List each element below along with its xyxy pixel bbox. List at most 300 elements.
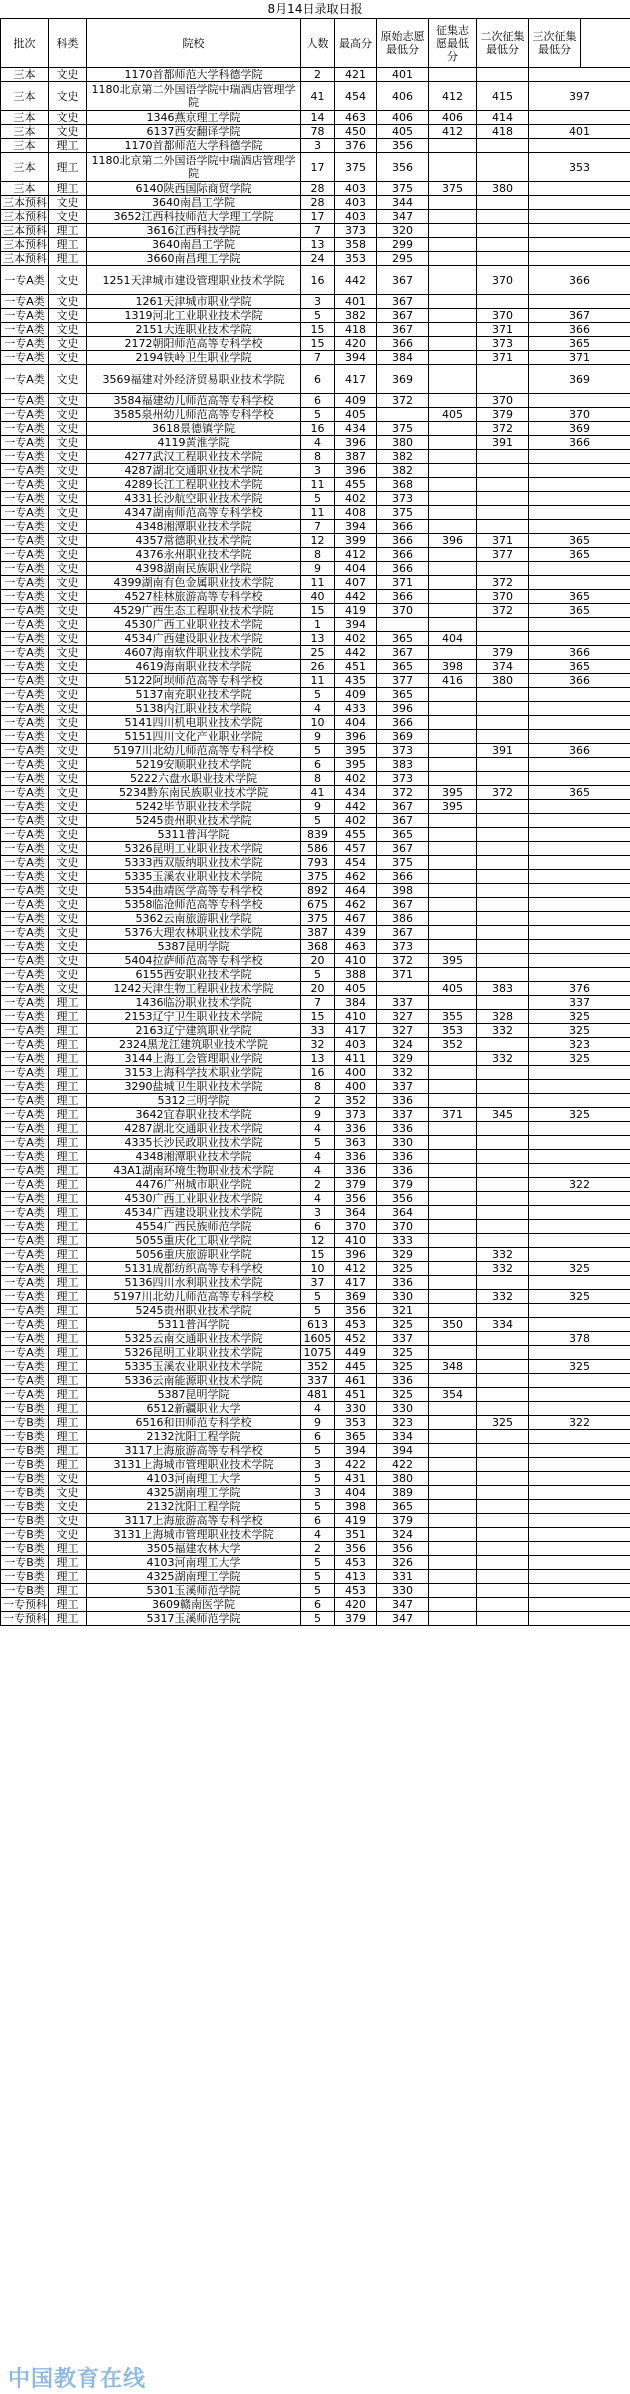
table-row <box>1 1402 630 1416</box>
cell-max-score: 402 <box>335 492 377 506</box>
cell-batch: 一专A类 <box>1 758 49 772</box>
cell-third-min: 325 <box>529 1262 630 1276</box>
cell-solicit-min: 371 <box>429 1108 477 1122</box>
cell-original-min: 373 <box>377 772 429 786</box>
cell-category: 文史 <box>49 323 87 337</box>
cell-second-min: 372 <box>477 604 529 618</box>
cell-batch: 一专A类 <box>1 730 49 744</box>
cell-category: 理工 <box>49 1052 87 1066</box>
cell-batch: 一专A类 <box>1 1010 49 1024</box>
table-row <box>1 1220 630 1234</box>
cell-max-score: 463 <box>335 940 377 954</box>
cell-batch: 一专A类 <box>1 1374 49 1388</box>
header-row <box>1 19 630 68</box>
cell-second-min <box>477 1234 529 1248</box>
cell-original-min: 367 <box>377 646 429 660</box>
cell-third-min <box>529 1346 630 1360</box>
cell-count: 5 <box>301 814 335 828</box>
table-row <box>1 576 630 590</box>
cell-solicit-min: 412 <box>429 82 477 111</box>
table-row <box>1 394 630 408</box>
cell-category: 文史 <box>49 632 87 646</box>
cell-third-min <box>529 1430 630 1444</box>
cell-solicit-min <box>429 758 477 772</box>
cell-third-min: 322 <box>529 1416 630 1430</box>
cell-solicit-min <box>429 252 477 266</box>
cell-original-min: 375 <box>377 856 429 870</box>
table-row <box>1 1472 630 1486</box>
cell-school: 1180北京第二外国语学院中瑞酒店管理学院 <box>87 153 301 182</box>
cell-solicit-min <box>429 210 477 224</box>
cell-count: 7 <box>301 520 335 534</box>
cell-school: 1170首都师范大学科德学院 <box>87 139 301 153</box>
cell-second-min <box>477 252 529 266</box>
cell-batch: 一专A类 <box>1 351 49 365</box>
cell-max-score: 388 <box>335 968 377 982</box>
cell-original-min: 299 <box>377 238 429 252</box>
cell-second-min <box>477 800 529 814</box>
table-row <box>1 1360 630 1374</box>
cell-solicit-min <box>429 1262 477 1276</box>
cell-original-min: 324 <box>377 1038 429 1052</box>
table-row <box>1 1150 630 1164</box>
table-row <box>1 1164 630 1178</box>
cell-original-min: 365 <box>377 632 429 646</box>
cell-school: 3642宜春职业技术学院 <box>87 1108 301 1122</box>
cell-school: 5354曲靖医学高等专科学校 <box>87 884 301 898</box>
cell-count: 5 <box>301 309 335 323</box>
cell-batch: 一专B类 <box>1 1472 49 1486</box>
cell-batch: 一专A类 <box>1 912 49 926</box>
table-row <box>1 1584 630 1598</box>
cell-max-score: 402 <box>335 772 377 786</box>
cell-category: 理工 <box>49 1430 87 1444</box>
cell-original-min: 382 <box>377 450 429 464</box>
cell-batch: 一专B类 <box>1 1402 49 1416</box>
cell-batch: 一专A类 <box>1 266 49 295</box>
cell-third-min: 366 <box>529 646 630 660</box>
cell-batch: 一专A类 <box>1 1290 49 1304</box>
cell-category: 文史 <box>49 870 87 884</box>
table-row <box>1 898 630 912</box>
cell-third-min <box>529 182 630 196</box>
cell-max-score: 402 <box>335 632 377 646</box>
cell-second-min <box>477 562 529 576</box>
cell-school: 43A1湖南环境生物职业技术学院 <box>87 1164 301 1178</box>
cell-count: 78 <box>301 125 335 139</box>
cell-category: 理工 <box>49 1066 87 1080</box>
cell-category: 文史 <box>49 758 87 772</box>
cell-third-min: 325 <box>529 1052 630 1066</box>
cell-category: 文史 <box>49 309 87 323</box>
cell-batch: 一专A类 <box>1 772 49 786</box>
cell-batch: 一专A类 <box>1 534 49 548</box>
cell-third-min <box>529 238 630 252</box>
cell-school: 1346燕京理工学院 <box>87 111 301 125</box>
cell-max-score: 394 <box>335 1444 377 1458</box>
cell-solicit-min <box>429 394 477 408</box>
cell-third-min <box>529 618 630 632</box>
cell-count: 37 <box>301 1276 335 1290</box>
cell-second-min: 391 <box>477 744 529 758</box>
cell-second-min: 328 <box>477 1010 529 1024</box>
cell-school: 5151四川文化产业职业学院 <box>87 730 301 744</box>
cell-solicit-min <box>429 478 477 492</box>
cell-school: 4530广西工业职业技术学院 <box>87 1192 301 1206</box>
cell-count: 3 <box>301 1486 335 1500</box>
table-row <box>1 1500 630 1514</box>
cell-count: 7 <box>301 351 335 365</box>
cell-solicit-min <box>429 1276 477 1290</box>
cell-second-min: 325 <box>477 1416 529 1430</box>
cell-category: 理工 <box>49 1458 87 1472</box>
cell-count: 586 <box>301 842 335 856</box>
cell-solicit-min: 375 <box>429 182 477 196</box>
table-row <box>1 365 630 394</box>
table-row <box>1 478 630 492</box>
cell-third-min <box>529 196 630 210</box>
cell-third-min <box>529 295 630 309</box>
cell-original-min: 375 <box>377 422 429 436</box>
table-row <box>1 506 630 520</box>
cell-school: 4399湖南有色金属职业技术学院 <box>87 576 301 590</box>
cell-solicit-min <box>429 68 477 82</box>
cell-school: 4325湖南理工学院 <box>87 1570 301 1584</box>
cell-count: 12 <box>301 1234 335 1248</box>
cell-batch: 一专A类 <box>1 1276 49 1290</box>
cell-count: 9 <box>301 730 335 744</box>
cell-school: 3131上海城市管理职业技术学院 <box>87 1528 301 1542</box>
cell-batch: 一专A类 <box>1 365 49 394</box>
cell-second-min <box>477 1150 529 1164</box>
cell-second-min <box>477 940 529 954</box>
cell-second-min <box>477 1612 529 1626</box>
cell-second-min <box>477 450 529 464</box>
cell-solicit-min <box>429 422 477 436</box>
header-batch: 批次 <box>1 19 49 68</box>
cell-max-score: 453 <box>335 1318 377 1332</box>
cell-school: 2324黑龙江建筑职业技术学院 <box>87 1038 301 1052</box>
cell-solicit-min <box>429 492 477 506</box>
cell-original-min: 356 <box>377 139 429 153</box>
table-row <box>1 125 630 139</box>
table-row <box>1 688 630 702</box>
table-row <box>1 940 630 954</box>
cell-third-min: 369 <box>529 422 630 436</box>
table-row <box>1 1248 630 1262</box>
cell-original-min: 366 <box>377 337 429 351</box>
cell-category: 理工 <box>49 1304 87 1318</box>
cell-max-score: 462 <box>335 870 377 884</box>
cell-second-min <box>477 1374 529 1388</box>
table-row <box>1 856 630 870</box>
cell-second-min <box>477 68 529 82</box>
table-row <box>1 1080 630 1094</box>
cell-category: 文史 <box>49 422 87 436</box>
cell-batch: 一专A类 <box>1 1066 49 1080</box>
cell-second-min: 371 <box>477 534 529 548</box>
cell-batch: 一专A类 <box>1 674 49 688</box>
cell-school: 4534广西建设职业技术学院 <box>87 632 301 646</box>
cell-second-min <box>477 1346 529 1360</box>
cell-category: 文史 <box>49 576 87 590</box>
cell-category: 理工 <box>49 1612 87 1626</box>
cell-category: 理工 <box>49 1360 87 1374</box>
cell-school: 6516和田师范专科学校 <box>87 1416 301 1430</box>
cell-count: 4 <box>301 1528 335 1542</box>
cell-max-score: 336 <box>335 1164 377 1178</box>
cell-original-min: 373 <box>377 940 429 954</box>
cell-max-score: 403 <box>335 196 377 210</box>
cell-category: 文史 <box>49 365 87 394</box>
cell-original-min: 366 <box>377 562 429 576</box>
cell-solicit-min <box>429 646 477 660</box>
cell-school: 3290盐城卫生职业技术学院 <box>87 1080 301 1094</box>
cell-school: 4476广州城市职业学院 <box>87 1178 301 1192</box>
cell-school: 5197川北幼儿师范高等专科学校 <box>87 744 301 758</box>
cell-original-min: 389 <box>377 1486 429 1500</box>
cell-count: 5 <box>301 1136 335 1150</box>
cell-school: 5358临沧师范高等专科学校 <box>87 898 301 912</box>
cell-school: 2153辽宁卫生职业技术学院 <box>87 1010 301 1024</box>
cell-third-min: 365 <box>529 604 630 618</box>
cell-third-min <box>529 1612 630 1626</box>
cell-category: 文史 <box>49 1472 87 1486</box>
cell-solicit-min <box>429 562 477 576</box>
cell-second-min <box>477 828 529 842</box>
cell-school: 1261天津城市职业学院 <box>87 295 301 309</box>
cell-category: 文史 <box>49 464 87 478</box>
cell-solicit-min <box>429 464 477 478</box>
cell-second-min <box>477 1598 529 1612</box>
cell-max-score: 419 <box>335 1514 377 1528</box>
cell-third-min: 376 <box>529 982 630 996</box>
cell-max-score: 404 <box>335 1486 377 1500</box>
cell-batch: 一专A类 <box>1 1318 49 1332</box>
cell-third-min: 366 <box>529 323 630 337</box>
cell-second-min <box>477 1360 529 1374</box>
cell-second-min <box>477 295 529 309</box>
cell-max-score: 353 <box>335 252 377 266</box>
cell-third-min: 365 <box>529 337 630 351</box>
cell-category: 理工 <box>49 1276 87 1290</box>
cell-category: 理工 <box>49 1444 87 1458</box>
cell-count: 24 <box>301 252 335 266</box>
cell-max-score: 396 <box>335 730 377 744</box>
cell-third-min <box>529 1472 630 1486</box>
table-row <box>1 1262 630 1276</box>
table-row <box>1 1234 630 1248</box>
cell-original-min: 295 <box>377 252 429 266</box>
cell-max-score: 330 <box>335 1402 377 1416</box>
cell-batch: 一专B类 <box>1 1556 49 1570</box>
table-row <box>1 196 630 210</box>
cell-original-min: 323 <box>377 1416 429 1430</box>
cell-solicit-min <box>429 730 477 744</box>
cell-count: 12 <box>301 534 335 548</box>
cell-original-min: 325 <box>377 1262 429 1276</box>
cell-solicit-min <box>429 1094 477 1108</box>
cell-second-min: 332 <box>477 1290 529 1304</box>
cell-third-min <box>529 702 630 716</box>
cell-solicit-min <box>429 1472 477 1486</box>
cell-third-min: 366 <box>529 266 630 295</box>
cell-batch: 一专B类 <box>1 1416 49 1430</box>
cell-original-min: 332 <box>377 1066 429 1080</box>
cell-solicit-min <box>429 1206 477 1220</box>
cell-third-min: 325 <box>529 1010 630 1024</box>
cell-third-min <box>529 1556 630 1570</box>
cell-count: 40 <box>301 590 335 604</box>
cell-second-min <box>477 1122 529 1136</box>
cell-max-score: 403 <box>335 1038 377 1052</box>
cell-batch: 一专B类 <box>1 1514 49 1528</box>
cell-max-score: 375 <box>335 153 377 182</box>
header-category: 科类 <box>49 19 87 68</box>
cell-second-min: 414 <box>477 111 529 125</box>
cell-batch: 一专A类 <box>1 618 49 632</box>
cell-school: 1436临汾职业技术学院 <box>87 996 301 1010</box>
cell-original-min: 383 <box>377 758 429 772</box>
cell-category: 理工 <box>49 1178 87 1192</box>
cell-third-min: 323 <box>529 1038 630 1052</box>
cell-max-score: 451 <box>335 1388 377 1402</box>
cell-second-min <box>477 139 529 153</box>
cell-count: 6 <box>301 1430 335 1444</box>
cell-second-min: 332 <box>477 1052 529 1066</box>
cell-original-min: 330 <box>377 1584 429 1598</box>
cell-count: 32 <box>301 1038 335 1052</box>
cell-category: 理工 <box>49 1192 87 1206</box>
cell-max-score: 462 <box>335 898 377 912</box>
cell-batch: 一专B类 <box>1 1458 49 1472</box>
cell-count: 387 <box>301 926 335 940</box>
cell-third-min <box>529 814 630 828</box>
table-row <box>1 295 630 309</box>
cell-original-min: 367 <box>377 842 429 856</box>
cell-school: 5404拉萨师范高等专科学校 <box>87 954 301 968</box>
cell-second-min: 334 <box>477 1318 529 1332</box>
cell-third-min <box>529 856 630 870</box>
cell-solicit-min <box>429 295 477 309</box>
cell-original-min: 373 <box>377 492 429 506</box>
cell-second-min <box>477 492 529 506</box>
cell-batch: 一专A类 <box>1 716 49 730</box>
cell-school: 3640南昌工学院 <box>87 238 301 252</box>
cell-school: 3505福建农林大学 <box>87 1542 301 1556</box>
cell-solicit-min <box>429 702 477 716</box>
table-row <box>1 786 630 800</box>
cell-batch: 一专A类 <box>1 660 49 674</box>
cell-original-min: 326 <box>377 1556 429 1570</box>
cell-third-min <box>529 520 630 534</box>
cell-category: 文史 <box>49 940 87 954</box>
cell-school: 3144上海工会管理职业学院 <box>87 1052 301 1066</box>
cell-school: 5333西双版纳职业技术学院 <box>87 856 301 870</box>
cell-count: 5 <box>301 688 335 702</box>
cell-count: 20 <box>301 982 335 996</box>
cell-solicit-min <box>429 1444 477 1458</box>
cell-third-min: 401 <box>529 125 630 139</box>
cell-second-min <box>477 772 529 786</box>
cell-solicit-min <box>429 926 477 940</box>
cell-school: 5326昆明工业职业技术学院 <box>87 842 301 856</box>
cell-original-min: 367 <box>377 323 429 337</box>
cell-max-score: 412 <box>335 548 377 562</box>
cell-solicit-min <box>429 1486 477 1500</box>
table-row <box>1 758 630 772</box>
cell-third-min <box>529 1318 630 1332</box>
cell-category: 文史 <box>49 604 87 618</box>
cell-count: 4 <box>301 1122 335 1136</box>
cell-max-score: 450 <box>335 125 377 139</box>
report-title: 8月14日录取日报 <box>267 2 363 16</box>
cell-school: 4530广西工业职业技术学院 <box>87 618 301 632</box>
cell-solicit-min: 354 <box>429 1388 477 1402</box>
cell-second-min: 418 <box>477 125 529 139</box>
cell-max-score: 453 <box>335 1584 377 1598</box>
cell-batch: 一专A类 <box>1 996 49 1010</box>
cell-second-min <box>477 870 529 884</box>
cell-batch: 一专B类 <box>1 1430 49 1444</box>
header-school: 院校 <box>87 19 301 68</box>
cell-solicit-min <box>429 996 477 1010</box>
cell-second-min <box>477 632 529 646</box>
cell-count: 14 <box>301 111 335 125</box>
cell-max-score: 420 <box>335 1598 377 1612</box>
cell-batch: 一专A类 <box>1 1388 49 1402</box>
cell-solicit-min <box>429 884 477 898</box>
cell-category: 文史 <box>49 82 87 111</box>
cell-original-min: 372 <box>377 786 429 800</box>
table-row <box>1 1290 630 1304</box>
cell-count: 2 <box>301 1178 335 1192</box>
cell-solicit-min <box>429 1304 477 1318</box>
cell-original-min <box>377 618 429 632</box>
cell-school: 5131成都纺织高等专科学校 <box>87 1262 301 1276</box>
cell-original-min: 344 <box>377 196 429 210</box>
cell-school: 3117上海旅游高等专科学校 <box>87 1444 301 1458</box>
cell-batch: 一专A类 <box>1 548 49 562</box>
cell-original-min: 375 <box>377 506 429 520</box>
cell-batch: 一专B类 <box>1 1570 49 1584</box>
cell-category: 理工 <box>49 1402 87 1416</box>
cell-third-min <box>529 1220 630 1234</box>
cell-second-min <box>477 1206 529 1220</box>
cell-school: 4534广西建设职业技术学院 <box>87 1206 301 1220</box>
cell-third-min: 367 <box>529 309 630 323</box>
cell-max-score: 353 <box>335 1416 377 1430</box>
cell-batch: 一专A类 <box>1 632 49 646</box>
cell-category: 理工 <box>49 1556 87 1570</box>
cell-category: 文史 <box>49 744 87 758</box>
cell-solicit-min: 395 <box>429 800 477 814</box>
cell-school: 4347湖南师范高等专科学校 <box>87 506 301 520</box>
cell-third-min <box>529 562 630 576</box>
cell-second-min <box>477 968 529 982</box>
cell-count: 8 <box>301 772 335 786</box>
cell-third-min <box>529 252 630 266</box>
cell-category: 文史 <box>49 295 87 309</box>
cell-original-min: 384 <box>377 351 429 365</box>
cell-school: 4348湘潭职业技术学院 <box>87 1150 301 1164</box>
table-row <box>1 1136 630 1150</box>
cell-max-score: 463 <box>335 111 377 125</box>
table-row <box>1 1612 630 1626</box>
table-row <box>1 492 630 506</box>
cell-second-min: 370 <box>477 266 529 295</box>
cell-batch: 一专A类 <box>1 828 49 842</box>
